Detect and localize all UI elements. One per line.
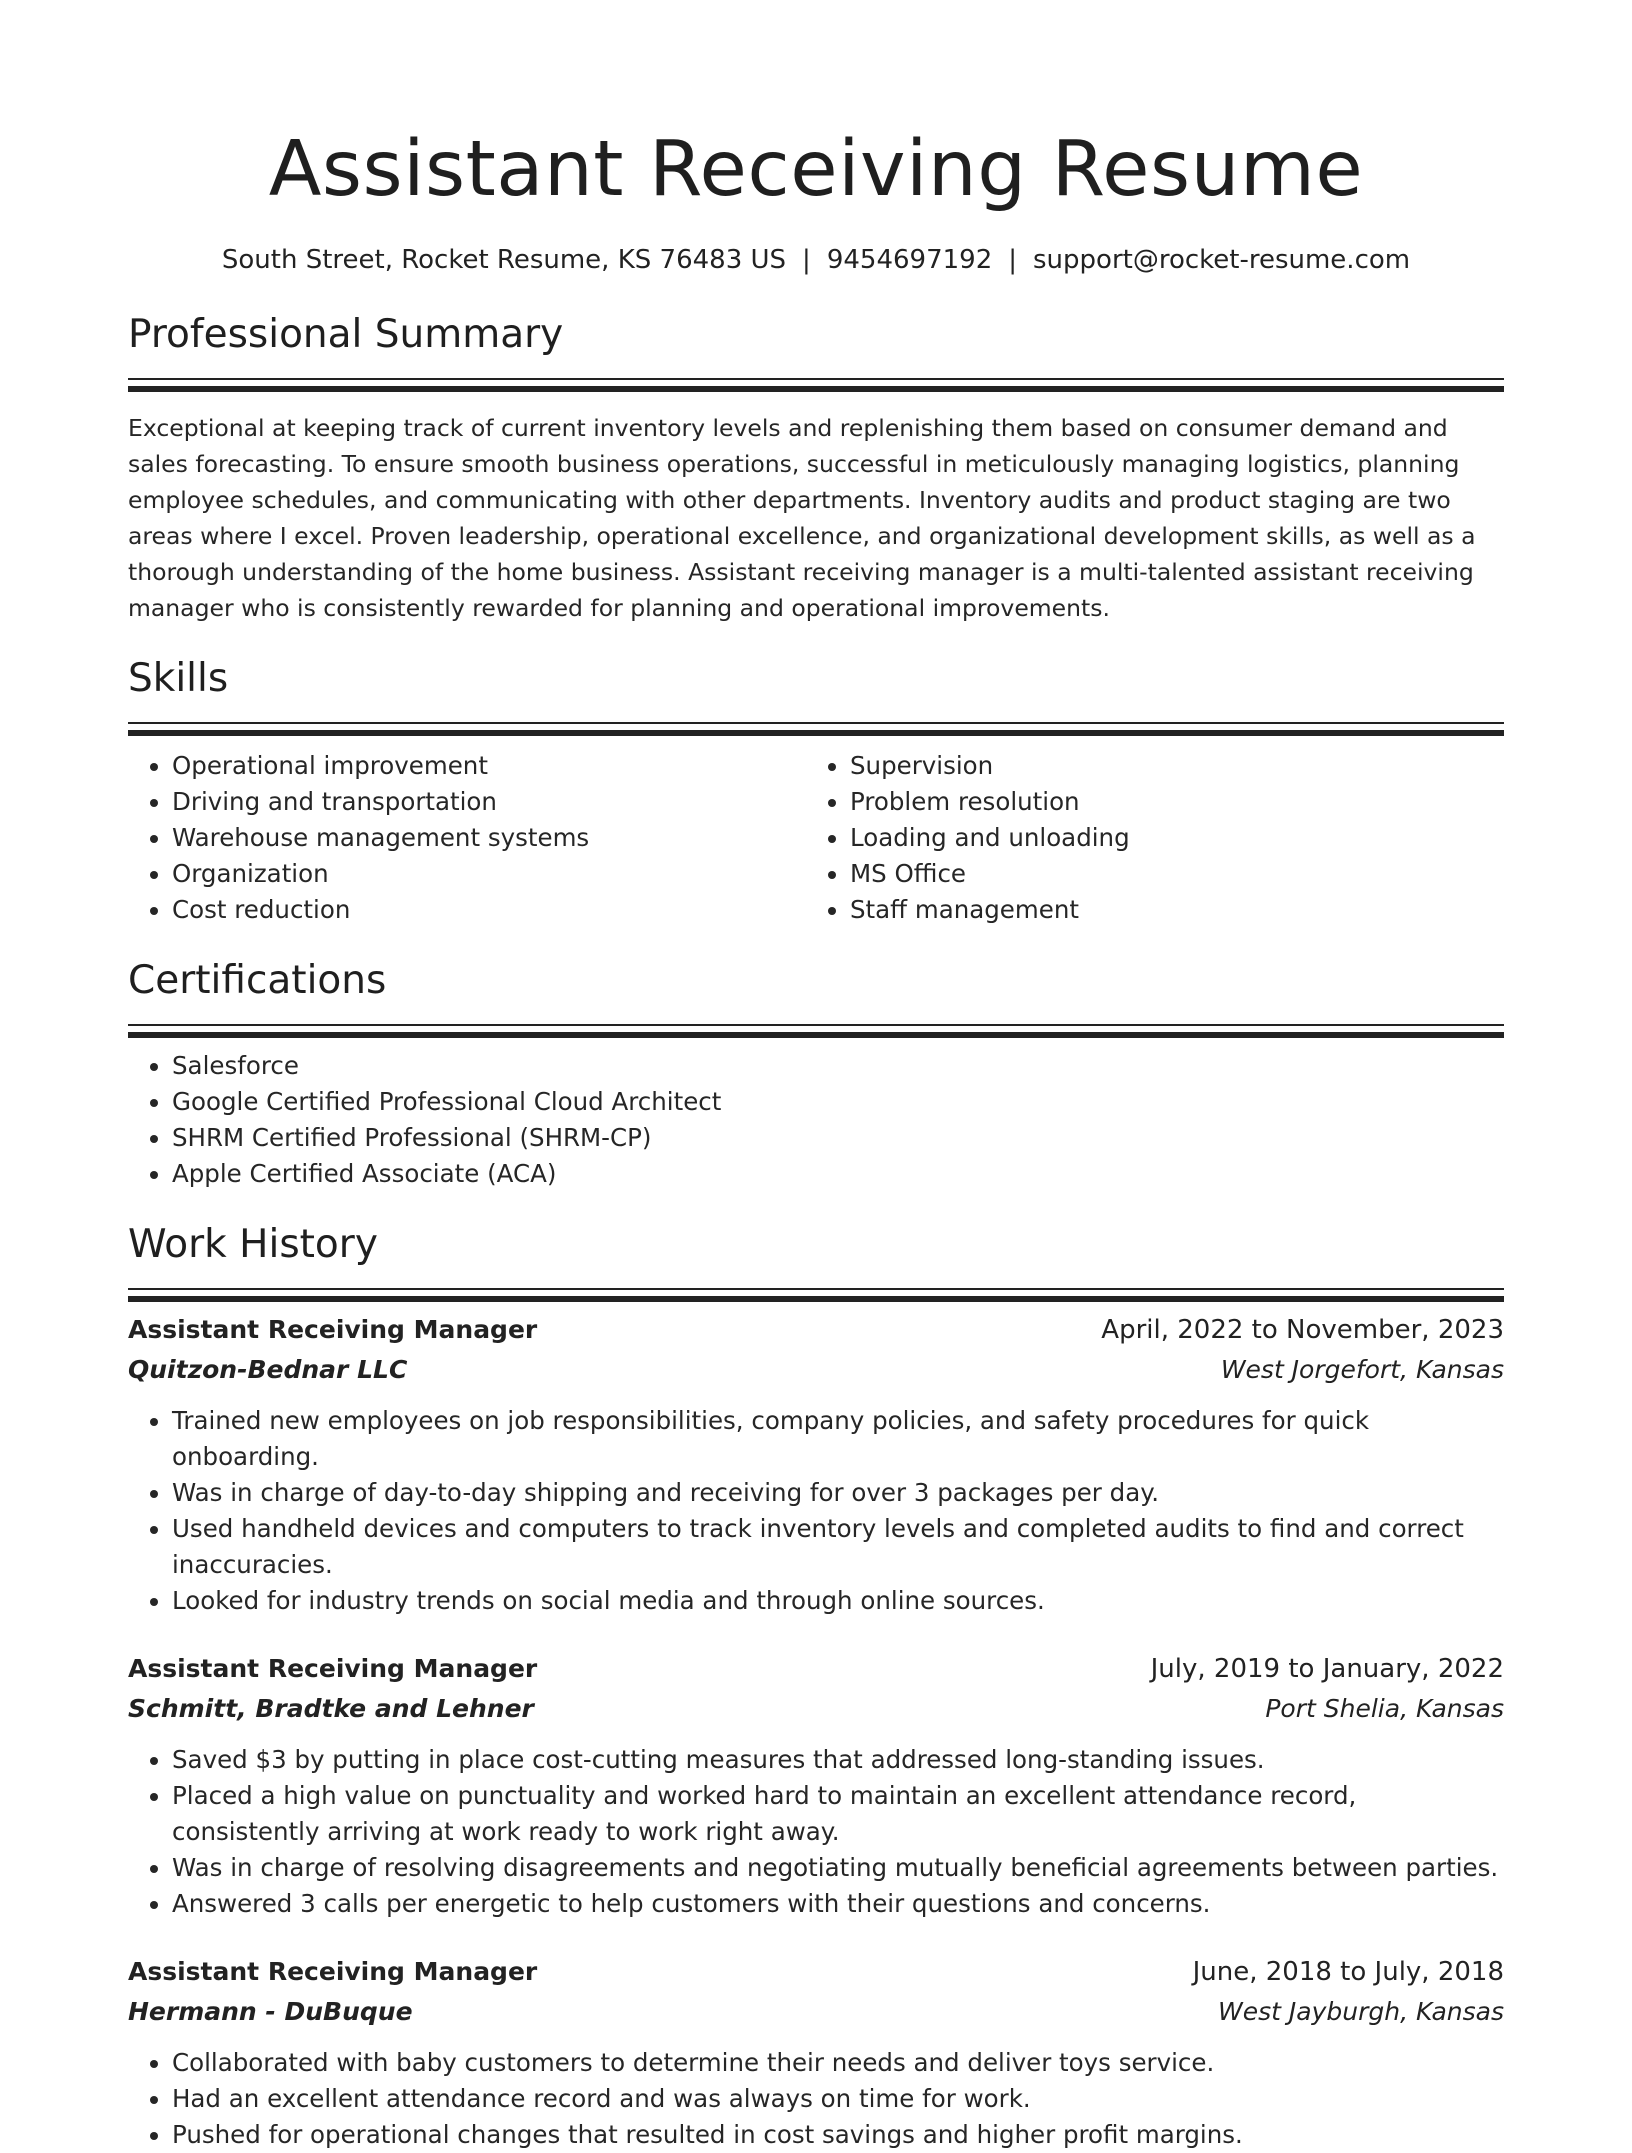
resume-page — [128, 0, 1504, 2153]
job-bullet: • Trained new employees on job responsibilities, company policies, and safety procedures for quick onboarding. — [172, 1403, 1504, 1475]
skill-item: • Loading and unloading — [850, 820, 1484, 856]
certification-item: • Salesforce — [172, 1048, 1504, 1084]
skill-item: • Problem resolution — [850, 784, 1484, 820]
summary-heading: Professional Summary — [128, 312, 564, 357]
job-company: Hermann - DuBuque — [128, 1997, 413, 2026]
job-bullet: • Was in charge of resolving disagreements and negotiating mutually beneficial agreements between parties. — [172, 1850, 1504, 1886]
skill-item: • Staff management — [850, 892, 1484, 928]
job-bullet: • Looked for industry trends on social media and through online sources. — [172, 1583, 1504, 1619]
certifications-heading: Certifications — [128, 958, 387, 1003]
certifications-section — [128, 954, 1504, 1192]
skills-grid — [128, 748, 1504, 928]
job-bullet: • Answered 3 calls per energetic to help customers with their questions and concerns. — [172, 1886, 1504, 1922]
skill-item: • Organization — [172, 856, 806, 892]
section-divider — [128, 1288, 1504, 1290]
job-entry — [128, 1952, 1504, 2153]
job-bullets — [128, 2045, 1504, 2153]
work-history-section — [128, 1218, 1504, 2153]
job-location: West Jorgefort, Kansas — [1220, 1355, 1504, 1384]
job-company: Schmitt, Bradtke and Lehner — [128, 1694, 534, 1723]
skills-section — [128, 652, 1504, 928]
skills-list-right — [806, 748, 1484, 928]
job-location: Port Shelia, Kansas — [1265, 1694, 1504, 1723]
job-bullet: • Pushed for operational changes that resulted in cost savings and higher profit margins. — [172, 2117, 1504, 2153]
contact-address: South Street, Rocket Resume, KS 76483 US — [221, 245, 787, 275]
summary-section — [128, 308, 1504, 626]
certification-item: • Google Certified Professional Cloud Architect — [172, 1084, 1504, 1120]
job-company: Quitzon-Bednar LLC — [128, 1355, 408, 1384]
contact-phone: 9454697192 — [826, 245, 993, 275]
section-divider — [128, 378, 1504, 380]
contact-line — [128, 242, 1504, 278]
skills-list-left — [128, 748, 806, 928]
skill-item: • Warehouse management systems — [172, 820, 806, 856]
work-history-heading: Work History — [128, 1222, 378, 1267]
skills-heading: Skills — [128, 656, 229, 701]
certification-item: • Apple Certified Associate (ACA) — [172, 1156, 1504, 1192]
job-bullet: • Was in charge of day-to-day shipping and receiving for over 3 packages per day. — [172, 1475, 1504, 1511]
job-title: Assistant Receiving Manager — [128, 1654, 538, 1683]
job-bullet: • Collaborated with baby customers to determine their needs and deliver toys service. — [172, 2045, 1504, 2081]
job-bullet: • Had an excellent attendance record and was always on time for work. — [172, 2081, 1504, 2117]
contact-separator: | — [802, 245, 811, 275]
skill-item: • Cost reduction — [172, 892, 806, 928]
job-title: Assistant Receiving Manager — [128, 1957, 538, 1986]
job-dates: April, 2022 to November, 2023 — [1101, 1315, 1504, 1345]
job-bullet: • Placed a high value on punctuality and worked hard to maintain an excellent attendance record, consistently arriving at work ready to work right away. — [172, 1778, 1504, 1850]
section-divider — [128, 722, 1504, 724]
certifications-list — [128, 1048, 1504, 1192]
skill-item: • Operational improvement — [172, 748, 806, 784]
job-bullets — [128, 1742, 1504, 1922]
contact-separator: | — [1008, 245, 1017, 275]
resume-title: Assistant Receiving Resume — [268, 125, 1364, 214]
summary-text: Exceptional at keeping track of current inventory levels and replenishing them based on consumer demand and sales forecasting. To ensure smooth business operations, successful in meticulously managing logistics, planning employee schedules, and communicating with other departments. Inventory audits and product staging are two areas where I excel. Proven leadership, operational excellence, and organizational development skills, as well as a thorough understanding of the home business. Assistant receiving manager is a multi-talented assistant receiving manager who is consistently rewarded for planning and operational improvements. — [128, 414, 1476, 622]
certification-item: • SHRM Certified Professional (SHRM-CP) — [172, 1120, 1504, 1156]
section-divider — [128, 1024, 1504, 1026]
job-location: West Jayburgh, Kansas — [1218, 1997, 1504, 2026]
contact-email: support@rocket-resume.com — [1033, 245, 1411, 275]
job-dates: June, 2018 to July, 2018 — [1192, 1957, 1504, 1987]
job-bullet: • Used handheld devices and computers to track inventory levels and completed audits to find and correct inaccuracies. — [172, 1511, 1504, 1583]
job-dates: July, 2019 to January, 2022 — [1150, 1654, 1504, 1684]
job-bullet: • Saved $3 by putting in place cost-cutting measures that addressed long-standing issues. — [172, 1742, 1504, 1778]
job-entry — [128, 1649, 1504, 1922]
job-bullets — [128, 1403, 1504, 1619]
job-title: Assistant Receiving Manager — [128, 1315, 538, 1344]
skill-item: • Driving and transportation — [172, 784, 806, 820]
skill-item: • MS Office — [850, 856, 1484, 892]
job-entry — [128, 1310, 1504, 1619]
skill-item: • Supervision — [850, 748, 1484, 784]
